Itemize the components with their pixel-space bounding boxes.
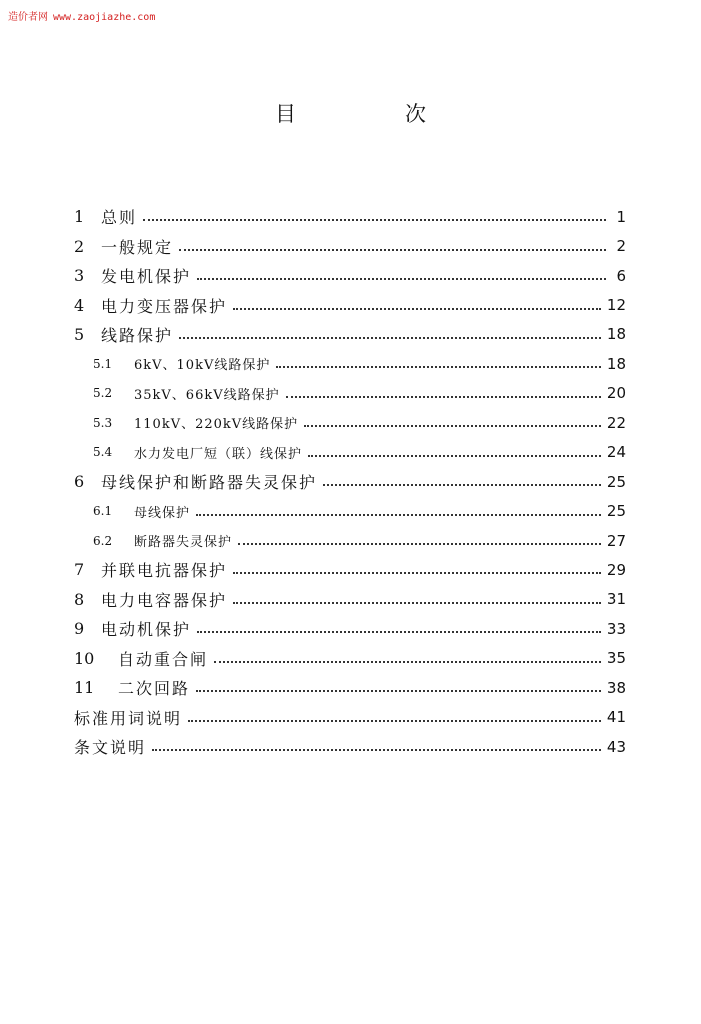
toc-entry-page-number: 1: [616, 207, 626, 226]
toc-entry-label: 二次回路: [118, 679, 191, 699]
toc-entry[interactable]: [74, 231, 626, 260]
toc-subentry[interactable]: [74, 438, 626, 467]
toc-entry[interactable]: [74, 467, 626, 496]
toc-dot-leader: [286, 395, 601, 398]
toc-dot-leader: [196, 513, 601, 516]
toc-dot-leader: [276, 365, 601, 368]
toc-subentry[interactable]: [74, 496, 626, 525]
toc-entry-label: 断路器失灵保护: [134, 535, 233, 551]
page-title: 目 次: [275, 102, 470, 126]
toc-entry-label: 6kV、10kV线路保护: [134, 358, 271, 374]
toc-dot-leader: [188, 719, 601, 722]
toc-entry[interactable]: [74, 614, 626, 643]
toc-entry[interactable]: [74, 644, 626, 673]
toc-dot-leader: [143, 218, 606, 221]
toc-entry-number: 6.2: [93, 533, 113, 548]
toc-dot-leader: [179, 248, 606, 251]
toc-entry-label: 一般规定: [101, 237, 174, 257]
toc-entry-label: 母线保护和断路器失灵保护: [101, 473, 318, 493]
toc-entry-page-number: 24: [606, 443, 626, 462]
toc-entry-page-number: 43: [606, 737, 626, 756]
toc-entry-number: 7: [74, 560, 85, 580]
toc-dot-leader: [214, 660, 601, 663]
toc-entry-label: 线路保护: [101, 325, 174, 345]
toc-entry-page-number: 38: [606, 678, 626, 697]
toc-entry-page-number: 6: [616, 266, 626, 285]
toc-entry-number: 5.4: [93, 445, 113, 460]
toc-entry-page-number: 18: [606, 325, 626, 344]
toc-dot-leader: [233, 307, 601, 310]
toc-entry-label: 自动重合闸: [118, 649, 209, 669]
toc-entry[interactable]: [74, 290, 626, 319]
toc-dot-leader: [197, 630, 601, 633]
toc-dot-leader: [152, 748, 601, 751]
toc-subentry[interactable]: [74, 526, 626, 555]
toc-entry-number: 1: [74, 207, 85, 227]
toc-entry-number: 10: [74, 648, 95, 668]
toc-dot-leader: [179, 336, 601, 339]
toc-entry-number: 8: [74, 589, 85, 609]
toc-entry[interactable]: [74, 585, 626, 614]
toc-entry-page-number: 31: [606, 590, 626, 609]
watermark-site-name: 造价者网: [8, 12, 48, 23]
toc-entry-label: 110kV、220kV线路保护: [134, 417, 299, 433]
toc-entry-number: 5.2: [93, 386, 113, 401]
toc-dot-leader: [233, 571, 601, 574]
toc-subentry[interactable]: [74, 408, 626, 437]
toc-entry-number: 3: [74, 266, 85, 286]
toc-dot-leader: [233, 601, 601, 604]
toc-entry-number: 9: [74, 619, 85, 639]
toc-entry-number: 11: [74, 678, 95, 698]
toc-entry-number: 4: [74, 295, 85, 315]
toc-entry-label: 总则: [101, 208, 138, 228]
toc-entry-page-number: 18: [606, 354, 626, 373]
toc-entry-label: 并联电抗器保护: [101, 561, 228, 581]
toc-entry-label: 35kV、66kV线路保护: [134, 387, 280, 403]
toc-entry-label: 标准用词说明: [74, 708, 183, 728]
table-of-contents: [74, 202, 626, 761]
toc-dot-leader: [196, 689, 601, 692]
toc-entry-label: 条文说明: [74, 738, 147, 758]
toc-entry-number: 2: [74, 236, 85, 256]
toc-entry[interactable]: [74, 702, 626, 731]
toc-entry-number: 5.1: [93, 356, 113, 371]
toc-entry-page-number: 25: [606, 472, 626, 491]
toc-dot-leader: [304, 424, 601, 427]
toc-entry-label: 母线保护: [134, 505, 191, 521]
toc-entry-label: 电力变压器保护: [101, 296, 228, 316]
toc-entry-label: 发电机保护: [101, 267, 192, 287]
toc-entry[interactable]: [74, 320, 626, 349]
toc-entry-page-number: 41: [606, 708, 626, 727]
watermark: [8, 8, 155, 23]
toc-entry-label: 水力发电厂短（联）线保护: [134, 446, 303, 462]
toc-entry-label: 电力电容器保护: [101, 590, 228, 610]
toc-entry-page-number: 25: [606, 502, 626, 521]
toc-dot-leader: [323, 483, 601, 486]
toc-entry-number: 5.3: [93, 415, 113, 430]
toc-subentry[interactable]: [74, 349, 626, 378]
toc-entry-number: 6: [74, 472, 85, 492]
toc-entry-page-number: 33: [606, 619, 626, 638]
toc-entry-page-number: 20: [606, 384, 626, 403]
toc-entry-label: 电动机保护: [101, 620, 192, 640]
toc-entry-page-number: 12: [606, 296, 626, 315]
toc-entry[interactable]: [74, 555, 626, 584]
toc-entry-page-number: 2: [616, 237, 626, 256]
toc-dot-leader: [238, 542, 601, 545]
toc-entry-page-number: 29: [606, 560, 626, 579]
toc-dot-leader: [308, 454, 601, 457]
toc-dot-leader: [197, 277, 606, 280]
toc-entry[interactable]: [74, 202, 626, 231]
toc-entry-number: 5: [74, 324, 85, 344]
toc-entry[interactable]: [74, 673, 626, 702]
toc-entry[interactable]: [74, 261, 626, 290]
watermark-site-url: www.zaojiazhe.com: [53, 12, 156, 23]
toc-entry-page-number: 35: [606, 649, 626, 668]
toc-entry-page-number: 27: [606, 531, 626, 550]
toc-entry-number: 6.1: [93, 504, 113, 519]
toc-subentry[interactable]: [74, 379, 626, 408]
toc-entry[interactable]: [74, 732, 626, 761]
toc-entry-page-number: 22: [606, 413, 626, 432]
